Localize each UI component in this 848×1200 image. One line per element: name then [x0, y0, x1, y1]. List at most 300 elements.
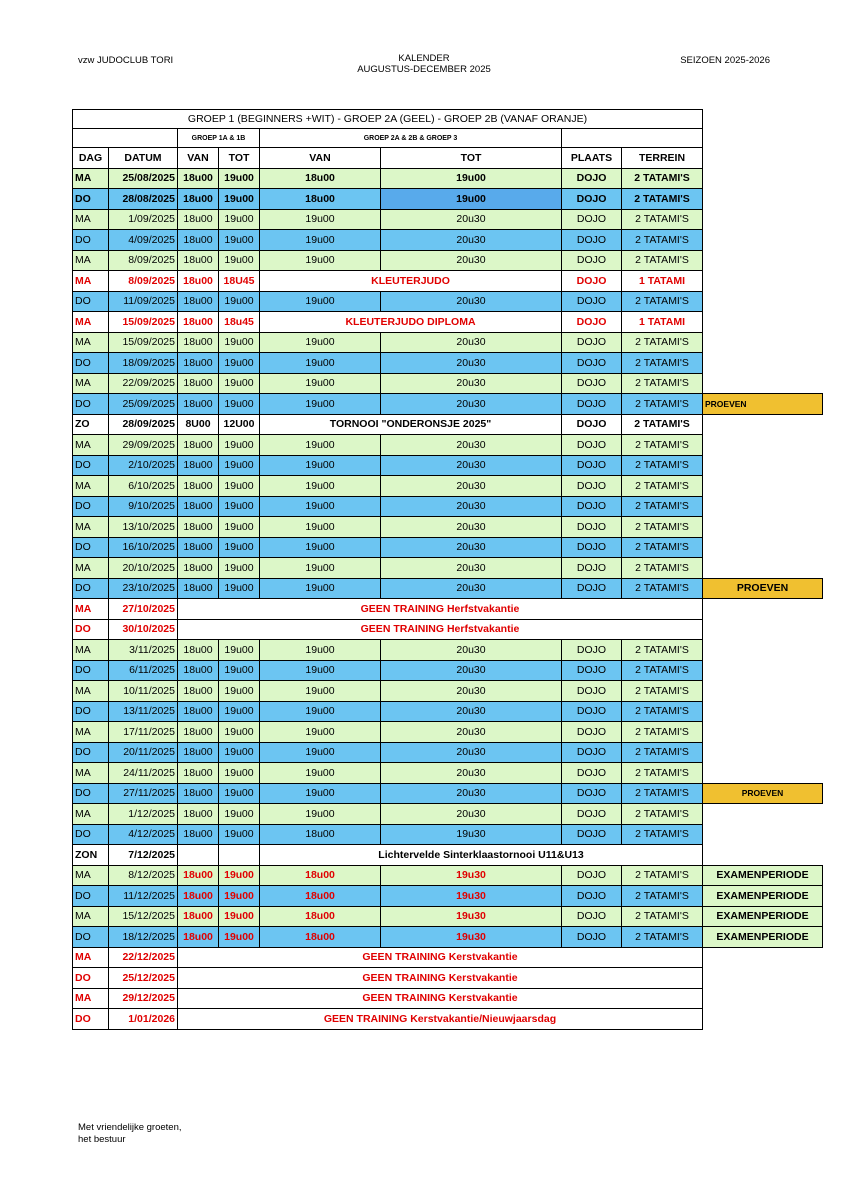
group1-end-time: [219, 845, 260, 866]
terrain-cell: 2 TATAMI'S: [622, 824, 703, 845]
group1-start-time: 18u00: [178, 250, 219, 271]
group1-end-time: 19u00: [219, 824, 260, 845]
group2-start-time: 19u00: [260, 640, 381, 661]
location-cell: DOJO: [562, 865, 622, 886]
location-cell: DOJO: [562, 722, 622, 743]
group1-end-time: 19u00: [219, 763, 260, 784]
date-cell: 11/09/2025: [109, 291, 178, 312]
group1-start-time: 18u00: [178, 312, 219, 333]
group2-start-time: 18u00: [260, 886, 381, 907]
schedule-row: [73, 947, 823, 968]
col-tot-1: TOT: [219, 148, 260, 169]
date-cell: 22/09/2025: [109, 373, 178, 394]
terrain-cell: 2 TATAMI'S: [622, 681, 703, 702]
date-cell: 29/09/2025: [109, 435, 178, 456]
date-cell: 9/10/2025: [109, 496, 178, 517]
group1-start-time: 8U00: [178, 414, 219, 435]
schedule-row: [73, 558, 823, 579]
no-training-cell: GEEN TRAINING Herfstvakantie: [178, 599, 703, 620]
location-cell: DOJO: [562, 271, 622, 292]
terrain-cell: 2 TATAMI'S: [622, 558, 703, 579]
schedule-row: [73, 250, 823, 271]
schedule-row: [73, 824, 823, 845]
date-cell: 11/12/2025: [109, 886, 178, 907]
group1-end-time: 19u00: [219, 927, 260, 948]
location-cell: DOJO: [562, 681, 622, 702]
calendar-title-line1: KALENDER: [398, 53, 450, 64]
group1-start-time: 18u00: [178, 865, 219, 886]
group2-start-time: 19u00: [260, 476, 381, 497]
no-training-cell: GEEN TRAINING Herfstvakantie: [178, 619, 703, 640]
day-cell: DO: [73, 660, 109, 681]
location-cell: DOJO: [562, 824, 622, 845]
group1-end-time: 18U45: [219, 271, 260, 292]
terrain-cell: 2 TATAMI'S: [622, 742, 703, 763]
day-cell: MA: [73, 517, 109, 538]
event-cell: TORNOOI "ONDERONSJE 2025": [260, 414, 562, 435]
no-training-cell: GEEN TRAINING Kerstvakantie: [178, 968, 703, 989]
schedule-row: [73, 332, 823, 353]
group2-start-time: 19u00: [260, 783, 381, 804]
date-cell: 15/12/2025: [109, 906, 178, 927]
day-cell: ZO: [73, 414, 109, 435]
group1-end-time: 19u00: [219, 209, 260, 230]
group1-end-time: 19u00: [219, 353, 260, 374]
day-cell: DO: [73, 537, 109, 558]
group1-end-time: 19u00: [219, 517, 260, 538]
date-cell: 1/01/2026: [109, 1009, 178, 1030]
date-cell: 8/09/2025: [109, 271, 178, 292]
terrain-cell: 2 TATAMI'S: [622, 189, 703, 210]
group1-end-time: 19u00: [219, 640, 260, 661]
group1-start-time: 18u00: [178, 783, 219, 804]
group-1-subheader: GROEP 1A & 1B: [178, 129, 260, 148]
group1-start-time: 18u00: [178, 742, 219, 763]
group2-start-time: 19u00: [260, 435, 381, 456]
group1-start-time: 18u00: [178, 640, 219, 661]
group2-end-time: 20u30: [381, 353, 562, 374]
location-cell: DOJO: [562, 291, 622, 312]
group1-end-time: 19u00: [219, 742, 260, 763]
group1-start-time: 18u00: [178, 189, 219, 210]
group1-end-time: 19u00: [219, 865, 260, 886]
group2-end-time: 19u00: [381, 168, 562, 189]
terrain-cell: 2 TATAMI'S: [622, 230, 703, 251]
group1-end-time: 19u00: [219, 230, 260, 251]
location-cell: DOJO: [562, 886, 622, 907]
date-cell: 24/11/2025: [109, 763, 178, 784]
group2-end-time: 20u30: [381, 763, 562, 784]
location-cell: DOJO: [562, 640, 622, 661]
day-cell: DO: [73, 701, 109, 722]
location-cell: DOJO: [562, 209, 622, 230]
date-cell: 20/10/2025: [109, 558, 178, 579]
note-cell: EXAMENPERIODE: [703, 865, 823, 886]
day-cell: DO: [73, 968, 109, 989]
group1-start-time: 18u00: [178, 701, 219, 722]
group2-start-time: 19u00: [260, 517, 381, 538]
date-cell: 22/12/2025: [109, 947, 178, 968]
location-cell: DOJO: [562, 394, 622, 415]
group2-end-time: 19u30: [381, 865, 562, 886]
group2-end-time: 19u30: [381, 886, 562, 907]
date-cell: 2/10/2025: [109, 455, 178, 476]
day-cell: MA: [73, 681, 109, 702]
event-cell: KLEUTERJUDO DIPLOMA: [260, 312, 562, 333]
group1-end-time: 19u00: [219, 332, 260, 353]
group1-end-time: 19u00: [219, 537, 260, 558]
group1-start-time: 18u00: [178, 394, 219, 415]
terrain-cell: 2 TATAMI'S: [622, 476, 703, 497]
date-cell: 23/10/2025: [109, 578, 178, 599]
group1-start-time: 18u00: [178, 578, 219, 599]
date-cell: 6/10/2025: [109, 476, 178, 497]
location-cell: DOJO: [562, 783, 622, 804]
date-cell: 1/12/2025: [109, 804, 178, 825]
date-cell: 6/11/2025: [109, 660, 178, 681]
terrain-cell: 2 TATAMI'S: [622, 373, 703, 394]
day-cell: DO: [73, 230, 109, 251]
schedule-row: [73, 660, 823, 681]
terrain-cell: 2 TATAMI'S: [622, 906, 703, 927]
terrain-cell: 2 TATAMI'S: [622, 394, 703, 415]
group1-end-time: 19u00: [219, 558, 260, 579]
day-cell: DO: [73, 824, 109, 845]
group1-start-time: 18u00: [178, 476, 219, 497]
location-cell: DOJO: [562, 312, 622, 333]
schedule-row: [73, 619, 823, 640]
group2-start-time: 19u00: [260, 353, 381, 374]
group2-end-time: 20u30: [381, 230, 562, 251]
group1-start-time: 18u00: [178, 496, 219, 517]
season-label: SEIZOEN 2025-2026: [680, 55, 770, 66]
location-cell: DOJO: [562, 189, 622, 210]
no-training-cell: GEEN TRAINING Kerstvakantie: [178, 947, 703, 968]
date-cell: 4/12/2025: [109, 824, 178, 845]
terrain-cell: 2 TATAMI'S: [622, 353, 703, 374]
location-cell: DOJO: [562, 660, 622, 681]
schedule-row: [73, 763, 823, 784]
group2-end-time: 20u30: [381, 496, 562, 517]
schedule-row: [73, 599, 823, 620]
group1-start-time: 18u00: [178, 435, 219, 456]
terrain-cell: 2 TATAMI'S: [622, 783, 703, 804]
terrain-cell: 1 TATAMI: [622, 312, 703, 333]
group2-end-time: 19u30: [381, 927, 562, 948]
terrain-cell: 2 TATAMI'S: [622, 804, 703, 825]
group1-start-time: 18u00: [178, 906, 219, 927]
group2-end-time: 20u30: [381, 291, 562, 312]
date-cell: 27/11/2025: [109, 783, 178, 804]
location-cell: DOJO: [562, 701, 622, 722]
group2-start-time: 19u00: [260, 742, 381, 763]
group1-start-time: 18u00: [178, 763, 219, 784]
schedule-row: [73, 537, 823, 558]
day-cell: DO: [73, 455, 109, 476]
day-cell: MA: [73, 865, 109, 886]
group1-end-time: 19u00: [219, 455, 260, 476]
date-cell: 8/09/2025: [109, 250, 178, 271]
schedule-row: [73, 271, 823, 292]
group2-end-time: 19u30: [381, 906, 562, 927]
group1-start-time: 18u00: [178, 209, 219, 230]
location-cell: DOJO: [562, 517, 622, 538]
terrain-cell: 2 TATAMI'S: [622, 414, 703, 435]
location-cell: DOJO: [562, 414, 622, 435]
day-cell: MA: [73, 250, 109, 271]
col-plaats: PLAATS: [562, 148, 622, 169]
schedule-table: [72, 109, 823, 1030]
schedule-row: [73, 681, 823, 702]
note-cell: PROEVEN: [703, 394, 823, 415]
group1-end-time: 19u00: [219, 578, 260, 599]
col-datum: DATUM: [109, 148, 178, 169]
location-cell: DOJO: [562, 476, 622, 497]
no-training-cell: GEEN TRAINING Kerstvakantie: [178, 988, 703, 1009]
day-cell: DO: [73, 886, 109, 907]
location-cell: DOJO: [562, 927, 622, 948]
group1-start-time: 18u00: [178, 558, 219, 579]
group1-start-time: 18u00: [178, 455, 219, 476]
date-cell: 25/09/2025: [109, 394, 178, 415]
group2-start-time: 19u00: [260, 578, 381, 599]
location-cell: DOJO: [562, 435, 622, 456]
location-cell: DOJO: [562, 332, 622, 353]
date-cell: 3/11/2025: [109, 640, 178, 661]
group1-end-time: 18u45: [219, 312, 260, 333]
terrain-cell: 2 TATAMI'S: [622, 435, 703, 456]
group2-start-time: 19u00: [260, 722, 381, 743]
day-cell: DO: [73, 619, 109, 640]
group2-start-time: 19u00: [260, 373, 381, 394]
location-cell: DOJO: [562, 906, 622, 927]
group1-end-time: 19u00: [219, 906, 260, 927]
day-cell: MA: [73, 988, 109, 1009]
group1-start-time: 18u00: [178, 291, 219, 312]
group2-start-time: 19u00: [260, 332, 381, 353]
day-cell: ZON: [73, 845, 109, 866]
group2-end-time: 20u30: [381, 578, 562, 599]
group2-end-time: 20u30: [381, 476, 562, 497]
group2-start-time: 19u00: [260, 558, 381, 579]
group1-start-time: 18u00: [178, 927, 219, 948]
location-cell: DOJO: [562, 168, 622, 189]
schedule-row: [73, 865, 823, 886]
note-cell: PROEVEN: [703, 578, 823, 599]
group1-end-time: 19u00: [219, 496, 260, 517]
group1-end-time: 19u00: [219, 701, 260, 722]
date-cell: 16/10/2025: [109, 537, 178, 558]
schedule-row: [73, 783, 823, 804]
col-van-1: VAN: [178, 148, 219, 169]
group2-start-time: 19u00: [260, 455, 381, 476]
date-cell: 4/09/2025: [109, 230, 178, 251]
no-training-cell: GEEN TRAINING Kerstvakantie/Nieuwjaarsdag: [178, 1009, 703, 1030]
schedule-row: [73, 927, 823, 948]
group2-start-time: 19u00: [260, 701, 381, 722]
schedule-row: [73, 209, 823, 230]
group2-start-time: 19u00: [260, 209, 381, 230]
location-cell: DOJO: [562, 537, 622, 558]
schedule-row: [73, 414, 823, 435]
terrain-cell: 2 TATAMI'S: [622, 722, 703, 743]
day-cell: DO: [73, 1009, 109, 1030]
date-cell: 28/08/2025: [109, 189, 178, 210]
location-cell: DOJO: [562, 373, 622, 394]
location-cell: DOJO: [562, 578, 622, 599]
date-cell: 17/11/2025: [109, 722, 178, 743]
terrain-cell: 2 TATAMI'S: [622, 537, 703, 558]
date-cell: 13/11/2025: [109, 701, 178, 722]
schedule-row: [73, 394, 823, 415]
terrain-cell: 2 TATAMI'S: [622, 168, 703, 189]
group2-start-time: 19u00: [260, 291, 381, 312]
column-header-row: [73, 148, 823, 169]
table-title: GROEP 1 (BEGINNERS +WIT) - GROEP 2A (GEEL) - GROEP 2B (VANAF ORANJE): [73, 110, 703, 129]
group2-start-time: 19u00: [260, 537, 381, 558]
location-cell: DOJO: [562, 558, 622, 579]
col-tot-2: TOT: [381, 148, 562, 169]
group1-end-time: 19u00: [219, 435, 260, 456]
day-cell: MA: [73, 435, 109, 456]
group1-end-time: 19u00: [219, 250, 260, 271]
location-cell: DOJO: [562, 455, 622, 476]
terrain-cell: 2 TATAMI'S: [622, 209, 703, 230]
day-cell: DO: [73, 927, 109, 948]
schedule-row: [73, 496, 823, 517]
schedule-row: [73, 189, 823, 210]
group2-end-time: 20u30: [381, 209, 562, 230]
group2-end-time: 20u30: [381, 783, 562, 804]
calendar-title-line2: AUGUSTUS-DECEMBER 2025: [357, 64, 491, 75]
day-cell: MA: [73, 804, 109, 825]
day-cell: DO: [73, 394, 109, 415]
group2-start-time: 19u00: [260, 394, 381, 415]
col-van-2: VAN: [260, 148, 381, 169]
group1-end-time: 12U00: [219, 414, 260, 435]
schedule-row: [73, 455, 823, 476]
schedule-row: [73, 435, 823, 456]
group2-end-time: 20u30: [381, 640, 562, 661]
col-terrein: TERREIN: [622, 148, 703, 169]
group1-end-time: 19u00: [219, 660, 260, 681]
group1-start-time: 18u00: [178, 373, 219, 394]
group2-end-time: 20u30: [381, 517, 562, 538]
group1-end-time: 19u00: [219, 291, 260, 312]
day-cell: DO: [73, 353, 109, 374]
terrain-cell: 2 TATAMI'S: [622, 763, 703, 784]
schedule-row: [73, 968, 823, 989]
group1-end-time: 19u00: [219, 804, 260, 825]
day-cell: MA: [73, 271, 109, 292]
date-cell: 18/12/2025: [109, 927, 178, 948]
group2-end-time: 20u30: [381, 660, 562, 681]
group1-start-time: 18u00: [178, 660, 219, 681]
schedule-row: [73, 312, 823, 333]
group2-end-time: 20u30: [381, 537, 562, 558]
group2-end-time: 20u30: [381, 558, 562, 579]
date-cell: 28/09/2025: [109, 414, 178, 435]
group2-end-time: 20u30: [381, 250, 562, 271]
date-cell: 18/09/2025: [109, 353, 178, 374]
schedule-row: [73, 906, 823, 927]
schedule-row: [73, 373, 823, 394]
group1-start-time: 18u00: [178, 804, 219, 825]
group1-end-time: 19u00: [219, 783, 260, 804]
group1-end-time: 19u00: [219, 886, 260, 907]
note-cell: EXAMENPERIODE: [703, 927, 823, 948]
group2-start-time: 19u00: [260, 250, 381, 271]
group2-start-time: 18u00: [260, 865, 381, 886]
event-cell: KLEUTERJUDO: [260, 271, 562, 292]
day-cell: MA: [73, 599, 109, 620]
terrain-cell: 2 TATAMI'S: [622, 496, 703, 517]
terrain-cell: 2 TATAMI'S: [622, 886, 703, 907]
group1-end-time: 19u00: [219, 681, 260, 702]
group2-end-time: 20u30: [381, 394, 562, 415]
group2-end-time: 20u30: [381, 804, 562, 825]
date-cell: 13/10/2025: [109, 517, 178, 538]
group1-start-time: 18u00: [178, 271, 219, 292]
schedule-row: [73, 701, 823, 722]
day-cell: DO: [73, 496, 109, 517]
group2-start-time: 19u00: [260, 230, 381, 251]
group1-start-time: 18u00: [178, 681, 219, 702]
location-cell: DOJO: [562, 230, 622, 251]
day-cell: MA: [73, 722, 109, 743]
group1-start-time: 18u00: [178, 168, 219, 189]
location-cell: DOJO: [562, 250, 622, 271]
group2-end-time: 20u30: [381, 332, 562, 353]
date-cell: 30/10/2025: [109, 619, 178, 640]
date-cell: 8/12/2025: [109, 865, 178, 886]
terrain-cell: 2 TATAMI'S: [622, 660, 703, 681]
date-cell: 25/08/2025: [109, 168, 178, 189]
group1-end-time: 19u00: [219, 168, 260, 189]
note-cell: PROEVEN: [703, 783, 823, 804]
group2-start-time: 18u00: [260, 189, 381, 210]
schedule-row: [73, 476, 823, 497]
terrain-cell: 2 TATAMI'S: [622, 332, 703, 353]
group2-end-time: 20u30: [381, 455, 562, 476]
group-2-subheader: GROEP 2A & 2B & GROEP 3: [260, 129, 562, 148]
schedule-row: [73, 845, 823, 866]
schedule-row: [73, 291, 823, 312]
day-cell: MA: [73, 763, 109, 784]
date-cell: 10/11/2025: [109, 681, 178, 702]
footer-line-1: Met vriendelijke groeten,: [78, 1122, 182, 1133]
event-cell: Lichtervelde Sinterklaastornooi U11&U13: [260, 845, 703, 866]
group2-start-time: 19u00: [260, 763, 381, 784]
date-cell: 1/09/2025: [109, 209, 178, 230]
terrain-cell: 2 TATAMI'S: [622, 250, 703, 271]
day-cell: DO: [73, 742, 109, 763]
date-cell: 27/10/2025: [109, 599, 178, 620]
date-cell: 29/12/2025: [109, 988, 178, 1009]
schedule-row: [73, 230, 823, 251]
terrain-cell: 2 TATAMI'S: [622, 517, 703, 538]
day-cell: DO: [73, 189, 109, 210]
group2-end-time: 20u30: [381, 435, 562, 456]
group2-end-time: 20u30: [381, 742, 562, 763]
schedule-row: [73, 988, 823, 1009]
group2-start-time: 19u00: [260, 496, 381, 517]
group1-end-time: 19u00: [219, 476, 260, 497]
schedule-row: [73, 517, 823, 538]
terrain-cell: 1 TATAMI: [622, 271, 703, 292]
group2-start-time: 19u00: [260, 804, 381, 825]
group1-start-time: 18u00: [178, 353, 219, 374]
